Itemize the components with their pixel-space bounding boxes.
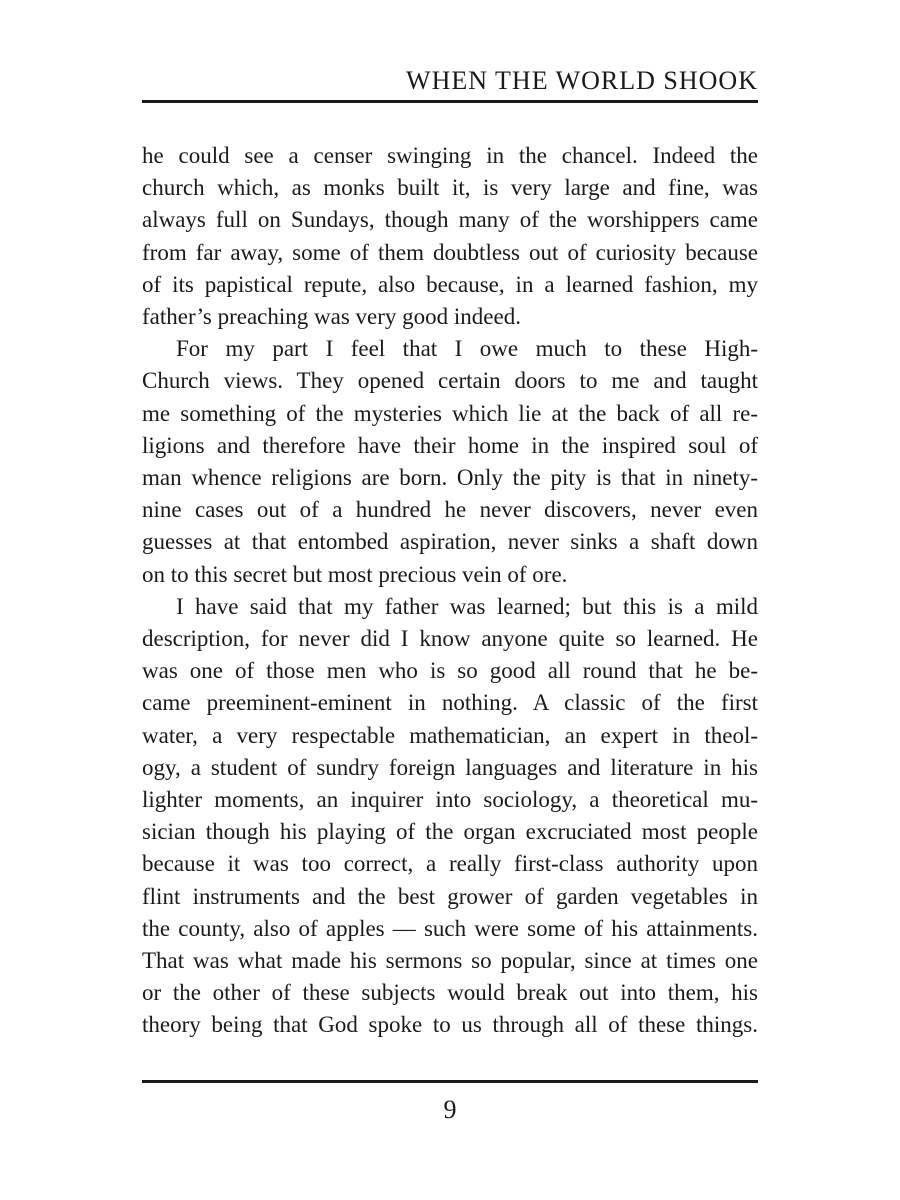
- text-line: description, for never did I know anyone quite so learned. He: [142, 626, 758, 652]
- text-line: Church views. They opened certain doors to me and taught: [142, 368, 758, 394]
- running-title: WHEN THE WORLD SHOOK: [406, 66, 758, 95]
- text-line: ligions and therefore have their home in the inspired soul of: [142, 432, 758, 458]
- text-line: sician though his playing of the organ excruciated most people: [142, 819, 758, 845]
- page-number: 9: [443, 1095, 457, 1124]
- text-line: church which, as monks built it, is very large and fine, was: [142, 175, 758, 201]
- body-text: [142, 140, 758, 1042]
- text-line: the county, also of apples — such were some of his attainments.: [142, 915, 758, 941]
- paragraph-1: [142, 140, 758, 333]
- text-line: came preeminent-eminent in nothing. A classic of the first: [142, 690, 758, 716]
- text-line: of its papistical repute, also because, in a learned fashion, my: [142, 271, 758, 297]
- text-line: lighter moments, an inquirer into sociology, a theoretical mu-: [142, 787, 758, 813]
- paragraph-2: [142, 333, 758, 591]
- text-line: guesses at that entombed aspiration, never sinks a shaft down: [142, 529, 758, 555]
- text-line: on to this secret but most precious vein of ore.: [142, 561, 568, 587]
- header-rule: [142, 100, 758, 103]
- text-line: water, a very respectable mathematician, an expert in theol-: [142, 722, 758, 748]
- text-line: flint instruments and the best grower of garden vegetables in: [142, 883, 758, 909]
- text-line: was one of those men who is so good all round that he be-: [142, 658, 758, 684]
- text-line: man whence religions are born. Only the pity is that in ninety-: [142, 465, 758, 491]
- text-line: ogy, a student of sundry foreign languages and literature in his: [142, 754, 758, 780]
- text-line: me something of the mysteries which lie at the back of all re-: [142, 400, 758, 426]
- text-line: For my part I feel that I owe much to these High-: [176, 336, 758, 362]
- text-line: theory being that God spoke to us through all of these things.: [142, 1012, 758, 1038]
- text-line: nine cases out of a hundred he never discovers, never even: [142, 497, 758, 523]
- text-line: because it was too correct, a really first-class authority upon: [142, 851, 758, 877]
- text-line: he could see a censer swinging in the chancel. Indeed the: [142, 143, 758, 168]
- text-line: from far away, some of them doubtless out of curiosity because: [142, 239, 758, 265]
- paragraph-3: [142, 591, 758, 1042]
- text-line: or the other of these subjects would break out into them, his: [142, 980, 758, 1006]
- text-line: I have said that my father was learned; but this is a mild: [176, 593, 758, 619]
- text-line: always full on Sundays, though many of the worshippers came: [142, 207, 758, 233]
- text-line: father’s preaching was very good indeed.: [142, 304, 521, 330]
- text-line: That was what made his sermons so popular, since at times one: [142, 948, 758, 974]
- footer-rule: [142, 1080, 758, 1083]
